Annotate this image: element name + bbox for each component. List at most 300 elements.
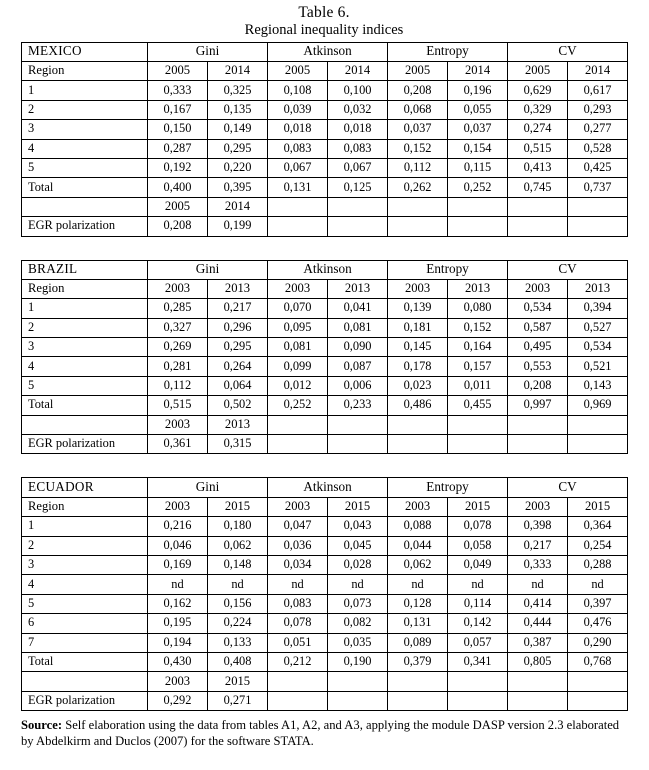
- data-cell: 0,157: [448, 357, 508, 376]
- table-number-text: Table 6.: [298, 4, 350, 21]
- data-cell: 0,262: [388, 178, 448, 197]
- data-cell: 0,156: [208, 594, 268, 613]
- data-cell: 0,315: [208, 435, 268, 454]
- data-cell: 0,364: [568, 517, 628, 536]
- data-cell: 0,387: [508, 633, 568, 652]
- data-cell: 0,252: [268, 396, 328, 415]
- data-cell: 0,425: [568, 158, 628, 177]
- row-label: 4: [22, 575, 148, 594]
- data-cell: 0,073: [328, 594, 388, 613]
- data-cell: 0,444: [508, 614, 568, 633]
- region-row: [22, 158, 628, 177]
- inequality-table-mexico: [21, 42, 628, 237]
- empty-cell: [328, 672, 388, 691]
- year-header-cell: 2005: [148, 61, 208, 80]
- region-row: [22, 536, 628, 555]
- data-cell: 0,082: [328, 614, 388, 633]
- row-label: 3: [22, 555, 148, 574]
- data-cell: 0,269: [148, 338, 208, 357]
- data-cell: 0,333: [508, 555, 568, 574]
- polarization-label: EGR polarization: [22, 217, 148, 236]
- data-cell: 0,398: [508, 517, 568, 536]
- data-cell: 0,080: [448, 299, 508, 318]
- empty-cell: [388, 435, 448, 454]
- data-cell: 0,400: [148, 178, 208, 197]
- region-row: [22, 139, 628, 158]
- data-cell: nd: [568, 575, 628, 594]
- row-label: 3: [22, 120, 148, 139]
- data-cell: 0,190: [328, 652, 388, 671]
- total-row: [22, 178, 628, 197]
- empty-cell: [508, 672, 568, 691]
- empty-cell: [388, 217, 448, 236]
- empty-cell: [568, 691, 628, 710]
- inequality-table-brazil: [21, 260, 628, 455]
- data-cell: 0,287: [148, 139, 208, 158]
- tables-container: [21, 42, 627, 712]
- data-cell: 0,629: [508, 81, 568, 100]
- data-cell: 0,181: [388, 318, 448, 337]
- data-cell: 0,264: [208, 357, 268, 376]
- data-cell: 0,145: [388, 338, 448, 357]
- data-cell: 0,149: [208, 120, 268, 139]
- region-row: [22, 517, 628, 536]
- table-caption: Regional inequality indices: [244, 22, 404, 39]
- year-header-cell: 2005: [388, 61, 448, 80]
- polarization-year-cell: 2005: [148, 197, 208, 216]
- data-cell: 0,078: [268, 614, 328, 633]
- region-row: [22, 299, 628, 318]
- row-label: 2: [22, 536, 148, 555]
- empty-cell: [268, 672, 328, 691]
- measure-header-gini: Gini: [148, 260, 268, 279]
- data-cell: nd: [508, 575, 568, 594]
- data-cell: 0,078: [448, 517, 508, 536]
- empty-cell: [508, 217, 568, 236]
- year-header-row: [22, 61, 628, 80]
- data-cell: 0,088: [388, 517, 448, 536]
- data-cell: 0,527: [568, 318, 628, 337]
- data-cell: 0,081: [328, 318, 388, 337]
- region-row: [22, 633, 628, 652]
- data-cell: 0,327: [148, 318, 208, 337]
- row-label: 1: [22, 299, 148, 318]
- year-header-cell: 2015: [448, 497, 508, 516]
- data-cell: 0,192: [148, 158, 208, 177]
- data-cell: 0,274: [508, 120, 568, 139]
- data-cell: 0,128: [388, 594, 448, 613]
- data-cell: 0,397: [568, 594, 628, 613]
- data-cell: 0,295: [208, 139, 268, 158]
- region-row: [22, 120, 628, 139]
- data-cell: 0,325: [208, 81, 268, 100]
- empty-cell: [448, 691, 508, 710]
- polarization-year-cell: 2014: [208, 197, 268, 216]
- data-cell: 0,045: [328, 536, 388, 555]
- data-cell: 0,553: [508, 357, 568, 376]
- data-cell: 0,150: [148, 120, 208, 139]
- data-cell: 0,143: [568, 376, 628, 395]
- row-label: Total: [22, 178, 148, 197]
- empty-cell: [508, 415, 568, 434]
- data-cell: 0,277: [568, 120, 628, 139]
- data-cell: 0,379: [388, 652, 448, 671]
- data-cell: 0,296: [208, 318, 268, 337]
- row-label: Total: [22, 652, 148, 671]
- region-row: [22, 376, 628, 395]
- data-cell: 0,254: [568, 536, 628, 555]
- data-cell: nd: [208, 575, 268, 594]
- data-cell: 0,041: [328, 299, 388, 318]
- data-cell: 0,521: [568, 357, 628, 376]
- data-cell: 0,745: [508, 178, 568, 197]
- data-cell: 0,233: [328, 396, 388, 415]
- empty-cell: [448, 435, 508, 454]
- year-header-cell: 2003: [388, 279, 448, 298]
- data-cell: 0,329: [508, 100, 568, 119]
- empty-cell: [448, 672, 508, 691]
- data-cell: nd: [148, 575, 208, 594]
- region-row: [22, 357, 628, 376]
- year-header-row: [22, 497, 628, 516]
- data-cell: 0,220: [208, 158, 268, 177]
- data-cell: 0,131: [268, 178, 328, 197]
- empty-cell: [328, 197, 388, 216]
- year-header-cell: 2003: [508, 279, 568, 298]
- year-header-cell: 2003: [148, 279, 208, 298]
- empty-cell: [328, 691, 388, 710]
- data-cell: 0,394: [568, 299, 628, 318]
- data-cell: 0,292: [148, 691, 208, 710]
- data-cell: 0,058: [448, 536, 508, 555]
- data-cell: 0,047: [268, 517, 328, 536]
- data-cell: 0,341: [448, 652, 508, 671]
- data-cell: 0,083: [268, 594, 328, 613]
- data-cell: 0,131: [388, 614, 448, 633]
- row-label: 7: [22, 633, 148, 652]
- data-cell: 0,018: [328, 120, 388, 139]
- row-label: 4: [22, 139, 148, 158]
- data-cell: 0,534: [568, 338, 628, 357]
- data-cell: 0,502: [208, 396, 268, 415]
- year-header-cell: 2003: [148, 497, 208, 516]
- data-cell: 0,587: [508, 318, 568, 337]
- country-name: ECUADOR: [22, 478, 148, 497]
- measure-header-gini: Gini: [148, 478, 268, 497]
- table-spacer: [21, 237, 627, 260]
- empty-cell: [268, 435, 328, 454]
- data-cell: 0,408: [208, 652, 268, 671]
- data-cell: 0,070: [268, 299, 328, 318]
- data-cell: 0,476: [568, 614, 628, 633]
- year-header-cell: 2014: [328, 61, 388, 80]
- data-cell: 0,969: [568, 396, 628, 415]
- row-label: [22, 415, 148, 434]
- data-cell: 0,271: [208, 691, 268, 710]
- data-cell: 0,164: [448, 338, 508, 357]
- measure-header-entropy: Entropy: [388, 478, 508, 497]
- data-cell: 0,095: [268, 318, 328, 337]
- empty-cell: [328, 217, 388, 236]
- empty-cell: [568, 197, 628, 216]
- data-cell: 0,083: [268, 139, 328, 158]
- empty-cell: [388, 672, 448, 691]
- row-label: 2: [22, 100, 148, 119]
- data-cell: 0,430: [148, 652, 208, 671]
- data-cell: 0,805: [508, 652, 568, 671]
- data-cell: 0,012: [268, 376, 328, 395]
- polarization-row: [22, 435, 628, 454]
- data-cell: 0,167: [148, 100, 208, 119]
- empty-cell: [568, 415, 628, 434]
- data-cell: 0,199: [208, 217, 268, 236]
- data-cell: 0,115: [448, 158, 508, 177]
- row-label: 6: [22, 614, 148, 633]
- data-cell: 0,333: [148, 81, 208, 100]
- data-cell: 0,032: [328, 100, 388, 119]
- data-cell: 0,281: [148, 357, 208, 376]
- data-cell: 0,997: [508, 396, 568, 415]
- source-label: Source:: [21, 718, 63, 733]
- data-cell: 0,067: [268, 158, 328, 177]
- data-cell: 0,414: [508, 594, 568, 613]
- year-header-cell: 2005: [508, 61, 568, 80]
- row-label: Total: [22, 396, 148, 415]
- data-cell: 0,495: [508, 338, 568, 357]
- empty-cell: [328, 435, 388, 454]
- data-cell: nd: [448, 575, 508, 594]
- measure-header-entropy: Entropy: [388, 42, 508, 61]
- data-cell: 0,028: [328, 555, 388, 574]
- data-cell: 0,208: [148, 217, 208, 236]
- polarization-year-row: [22, 197, 628, 216]
- data-cell: 0,051: [268, 633, 328, 652]
- data-cell: 0,049: [448, 555, 508, 574]
- data-cell: 0,034: [268, 555, 328, 574]
- data-cell: 0,486: [388, 396, 448, 415]
- year-header-cell: 2014: [568, 61, 628, 80]
- data-cell: 0,035: [328, 633, 388, 652]
- empty-cell: [508, 197, 568, 216]
- data-cell: 0,090: [328, 338, 388, 357]
- region-row: [22, 555, 628, 574]
- total-row: [22, 652, 628, 671]
- table-spacer: [21, 454, 627, 477]
- polarization-row: [22, 217, 628, 236]
- year-header-cell: 2003: [508, 497, 568, 516]
- data-cell: 0,768: [568, 652, 628, 671]
- inequality-table-ecuador: [21, 477, 628, 711]
- data-cell: 0,455: [448, 396, 508, 415]
- year-header-cell: 2003: [268, 279, 328, 298]
- polarization-year-cell: 2003: [148, 415, 208, 434]
- data-cell: 0,057: [448, 633, 508, 652]
- data-cell: 0,062: [208, 536, 268, 555]
- data-cell: 0,108: [268, 81, 328, 100]
- data-cell: 0,152: [448, 318, 508, 337]
- data-cell: 0,212: [268, 652, 328, 671]
- country-name: BRAZIL: [22, 260, 148, 279]
- year-header-cell: 2003: [268, 497, 328, 516]
- empty-cell: [568, 435, 628, 454]
- measure-header-cv: CV: [508, 260, 628, 279]
- year-header-cell: 2013: [328, 279, 388, 298]
- row-label: 1: [22, 81, 148, 100]
- data-cell: 0,087: [328, 357, 388, 376]
- data-cell: nd: [268, 575, 328, 594]
- year-header-cell: 2014: [448, 61, 508, 80]
- data-cell: 0,006: [328, 376, 388, 395]
- measure-header-cv: CV: [508, 478, 628, 497]
- data-cell: 0,152: [388, 139, 448, 158]
- measure-header-cv: CV: [508, 42, 628, 61]
- data-cell: 0,112: [148, 376, 208, 395]
- data-cell: 0,044: [388, 536, 448, 555]
- data-cell: 0,252: [448, 178, 508, 197]
- year-header-cell: 2003: [388, 497, 448, 516]
- empty-cell: [268, 415, 328, 434]
- data-cell: 0,099: [268, 357, 328, 376]
- region-row: [22, 594, 628, 613]
- row-label: 5: [22, 594, 148, 613]
- polarization-year-cell: 2015: [208, 672, 268, 691]
- region-header: Region: [22, 497, 148, 516]
- data-cell: 0,288: [568, 555, 628, 574]
- year-header-row: [22, 279, 628, 298]
- data-cell: 0,062: [388, 555, 448, 574]
- data-cell: 0,216: [148, 517, 208, 536]
- empty-cell: [448, 197, 508, 216]
- measure-header-atkinson: Atkinson: [268, 478, 388, 497]
- data-cell: 0,195: [148, 614, 208, 633]
- region-row: [22, 100, 628, 119]
- polarization-year-row: [22, 415, 628, 434]
- data-cell: 0,018: [268, 120, 328, 139]
- data-cell: 0,180: [208, 517, 268, 536]
- empty-cell: [388, 415, 448, 434]
- data-cell: 0,528: [568, 139, 628, 158]
- data-cell: 0,534: [508, 299, 568, 318]
- row-label: 1: [22, 517, 148, 536]
- data-cell: 0,208: [388, 81, 448, 100]
- region-row: [22, 81, 628, 100]
- table-header-row: [22, 478, 628, 497]
- data-cell: 0,139: [388, 299, 448, 318]
- data-cell: 0,162: [148, 594, 208, 613]
- measure-header-gini: Gini: [148, 42, 268, 61]
- polarization-year-cell: 2013: [208, 415, 268, 434]
- data-cell: 0,208: [508, 376, 568, 395]
- measure-header-atkinson: Atkinson: [268, 42, 388, 61]
- row-label: 2: [22, 318, 148, 337]
- table-header-row: [22, 42, 628, 61]
- data-cell: 0,142: [448, 614, 508, 633]
- year-header-cell: 2015: [328, 497, 388, 516]
- row-label: [22, 197, 148, 216]
- row-label: [22, 672, 148, 691]
- measure-header-entropy: Entropy: [388, 260, 508, 279]
- data-cell: 0,011: [448, 376, 508, 395]
- empty-cell: [568, 672, 628, 691]
- data-cell: 0,285: [148, 299, 208, 318]
- data-cell: 0,413: [508, 158, 568, 177]
- region-header: Region: [22, 61, 148, 80]
- data-cell: nd: [328, 575, 388, 594]
- empty-cell: [268, 217, 328, 236]
- data-cell: 0,068: [388, 100, 448, 119]
- row-label: 5: [22, 158, 148, 177]
- empty-cell: [508, 435, 568, 454]
- polarization-year-row: [22, 672, 628, 691]
- polarization-row: [22, 691, 628, 710]
- data-cell: nd: [388, 575, 448, 594]
- year-header-cell: 2013: [448, 279, 508, 298]
- row-label: 3: [22, 338, 148, 357]
- country-name: MEXICO: [22, 42, 148, 61]
- data-cell: 0,135: [208, 100, 268, 119]
- data-cell: 0,083: [328, 139, 388, 158]
- data-cell: 0,154: [448, 139, 508, 158]
- region-row: [22, 338, 628, 357]
- empty-cell: [268, 691, 328, 710]
- data-cell: 0,046: [148, 536, 208, 555]
- table-header-row: [22, 260, 628, 279]
- data-cell: 0,515: [508, 139, 568, 158]
- year-header-cell: 2013: [208, 279, 268, 298]
- data-cell: 0,293: [568, 100, 628, 119]
- data-cell: 0,081: [268, 338, 328, 357]
- empty-cell: [508, 691, 568, 710]
- data-cell: 0,290: [568, 633, 628, 652]
- year-header-cell: 2015: [568, 497, 628, 516]
- year-header-cell: 2013: [568, 279, 628, 298]
- data-cell: 0,737: [568, 178, 628, 197]
- data-cell: 0,125: [328, 178, 388, 197]
- empty-cell: [448, 217, 508, 236]
- data-cell: 0,089: [388, 633, 448, 652]
- title-block: [21, 4, 627, 39]
- table-number: [21, 4, 627, 21]
- empty-cell: [388, 197, 448, 216]
- data-cell: 0,217: [208, 299, 268, 318]
- measure-header-atkinson: Atkinson: [268, 260, 388, 279]
- empty-cell: [448, 415, 508, 434]
- data-cell: 0,194: [148, 633, 208, 652]
- data-cell: 0,037: [448, 120, 508, 139]
- polarization-label: EGR polarization: [22, 691, 148, 710]
- empty-cell: [328, 415, 388, 434]
- region-row: [22, 614, 628, 633]
- year-header-cell: 2005: [268, 61, 328, 80]
- data-cell: 0,515: [148, 396, 208, 415]
- data-cell: 0,114: [448, 594, 508, 613]
- data-cell: 0,295: [208, 338, 268, 357]
- data-cell: 0,023: [388, 376, 448, 395]
- row-label: 4: [22, 357, 148, 376]
- data-cell: 0,064: [208, 376, 268, 395]
- region-header: Region: [22, 279, 148, 298]
- source-note: [21, 717, 627, 749]
- data-cell: 0,217: [508, 536, 568, 555]
- polarization-year-cell: 2003: [148, 672, 208, 691]
- data-cell: 0,148: [208, 555, 268, 574]
- row-label: 5: [22, 376, 148, 395]
- data-cell: 0,196: [448, 81, 508, 100]
- region-row: [22, 318, 628, 337]
- data-cell: 0,224: [208, 614, 268, 633]
- data-cell: 0,395: [208, 178, 268, 197]
- data-cell: 0,067: [328, 158, 388, 177]
